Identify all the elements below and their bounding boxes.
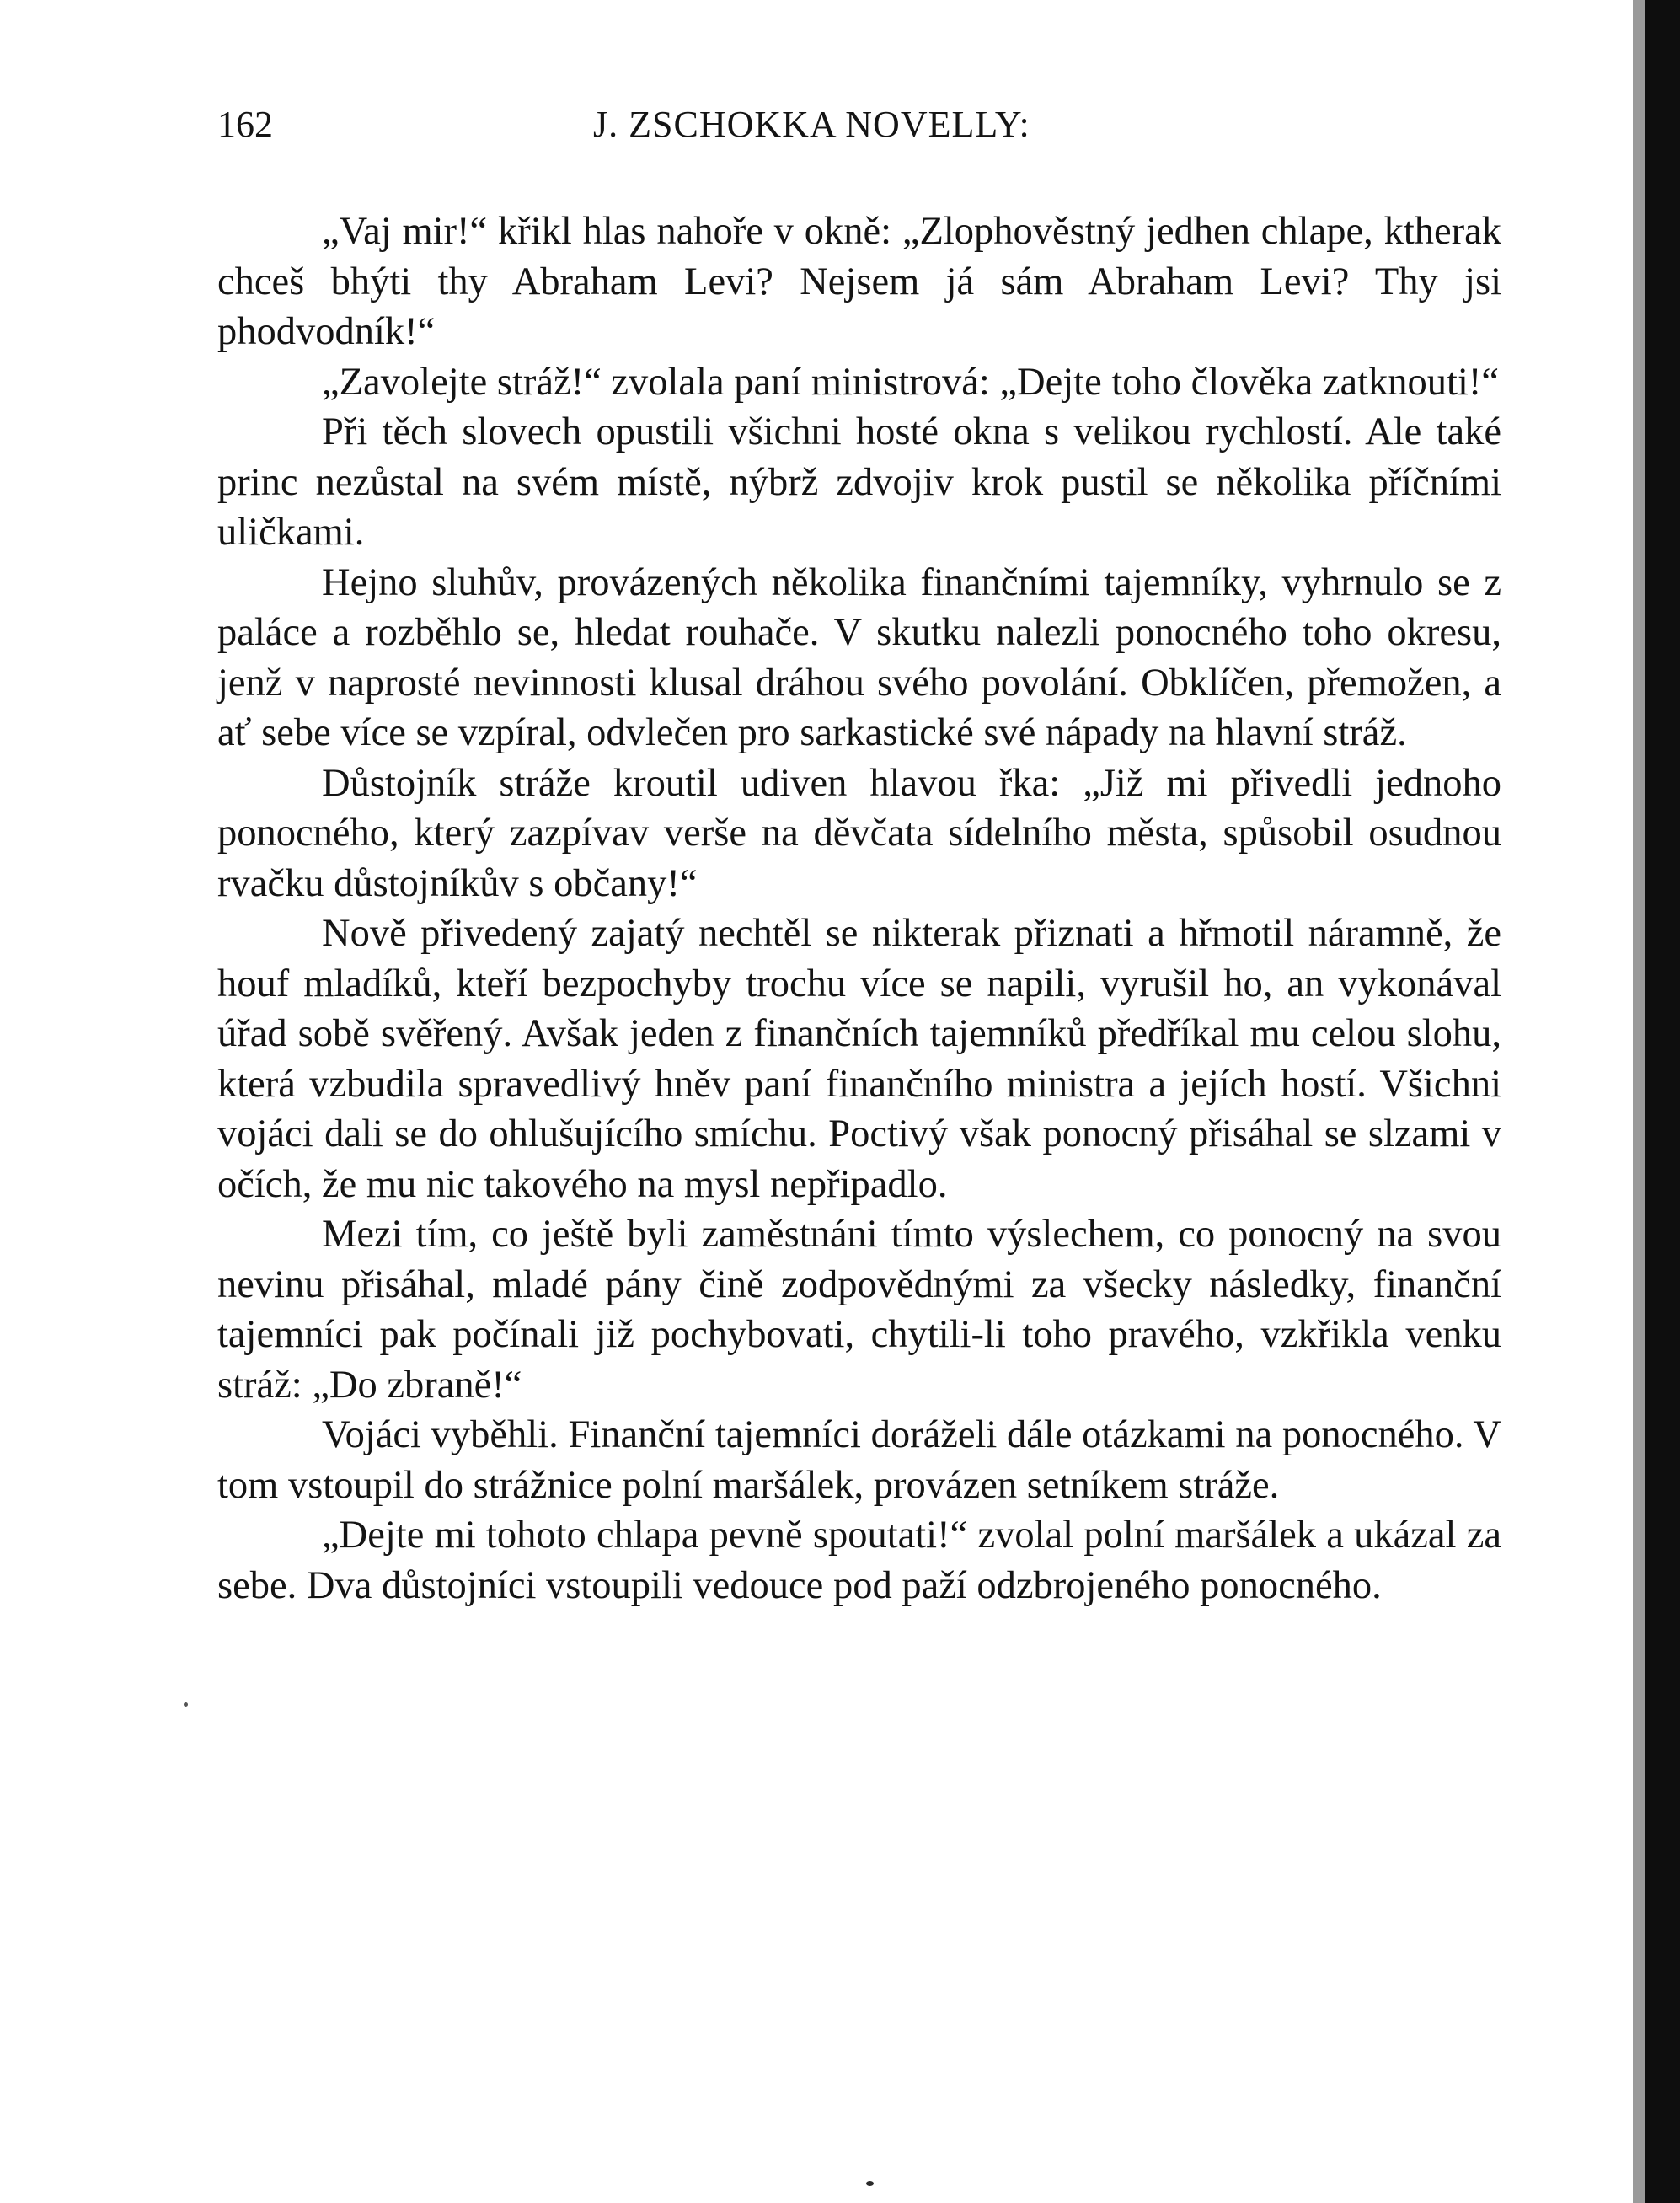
body-text — [217, 206, 1501, 1611]
scan-edge-black — [1645, 0, 1680, 2203]
ink-dot — [866, 2181, 874, 2186]
page-header — [217, 99, 1112, 150]
scan-edge-gray — [1633, 0, 1645, 2203]
paragraph: Při těch slovech opustili všichni hosté okna s velikou rychlostí. Ale také princ nezůstal na svém místě, nýbrž zdvojiv krok pustil se několika příčními uličkami. — [217, 410, 1501, 554]
paragraph: „Zavolejte stráž!“ zvolala paní ministrová: „Dejte toho člověka zatknouti!“ — [322, 360, 1499, 404]
paragraph: „Dejte mi tohoto chlapa pevně spoutati!“ zvolal polní maršálek a ukázal za sebe. Dva důstojníci vstoupili vedouce pod paží odzbrojeného ponocného. — [217, 1514, 1501, 1607]
paragraph: Vojáci vyběhli. Finanční tajemníci doráželi dále otázkami na ponocného. V tom vstoupil do strážnice polní maršálek, provázen setníkem stráže. — [217, 1413, 1501, 1507]
running-title: J. ZSCHOKKA NOVELLY: — [593, 104, 1030, 145]
page-number: 162 — [217, 104, 273, 145]
paragraph: „Vaj mir!“ křikl hlas nahoře v okně: „Zlophověstný jedhen chlape, ktherak chceš bhýti thy Abraham Levi? Nejsem já sám Abraham Levi? Thy jsi phodvodník!“ — [217, 210, 1501, 353]
paragraph: Mezi tím, co ještě byli zaměstnáni tímto výslechem, co ponocný na svou nevinu přisáhal, mladé pány čině zodpovědnými za všecky následky, finanční tajemníci pak počínali již pochybovati, chytili-li toho pravého, vzkřikla venku stráž: „Do zbraně!“ — [217, 1213, 1501, 1407]
paragraph: Důstojník stráže kroutil udiven hlavou řka: „Již mi přivedli jednoho ponocného, který zazpívav verše na děvčata sídelního města, spůsobil osudnou rvačku důstojníkův s občany!“ — [217, 761, 1501, 905]
paragraph: Hejno sluhův, provázených několika finančními tajemníky, vyhrnulo se z paláce a rozběhlo se, hledat rouhače. V skutku nalezli ponocného toho okresu, jenž v naprosté nevinnosti klusal dráhou svého povolání. Obklíčen, přemožen, a ať sebe více se vzpíral, odvlečen pro sarkastické své nápady na hlavní stráž. — [217, 560, 1501, 754]
ink-speck — [184, 1702, 188, 1707]
paragraph: Nově přivedený zajatý nechtěl se nikterak přiznati a hřmotil náramně, že houf mladíků, kteří bezpochyby trochu více se napili, vyrušil ho, an vykonával úřad sobě svěřený. Avšak jeden z finančních tajemníků předříkal mu celou slohu, která vzbudila spravedlivý hněv paní finančního ministra a jejích hostí. Všichni vojáci dali se do ohlušujícího smíchu. Poctivý však ponocný přisáhal se slzami v očích, že mu nic takového na mysl nepřipadlo. — [217, 912, 1501, 1206]
